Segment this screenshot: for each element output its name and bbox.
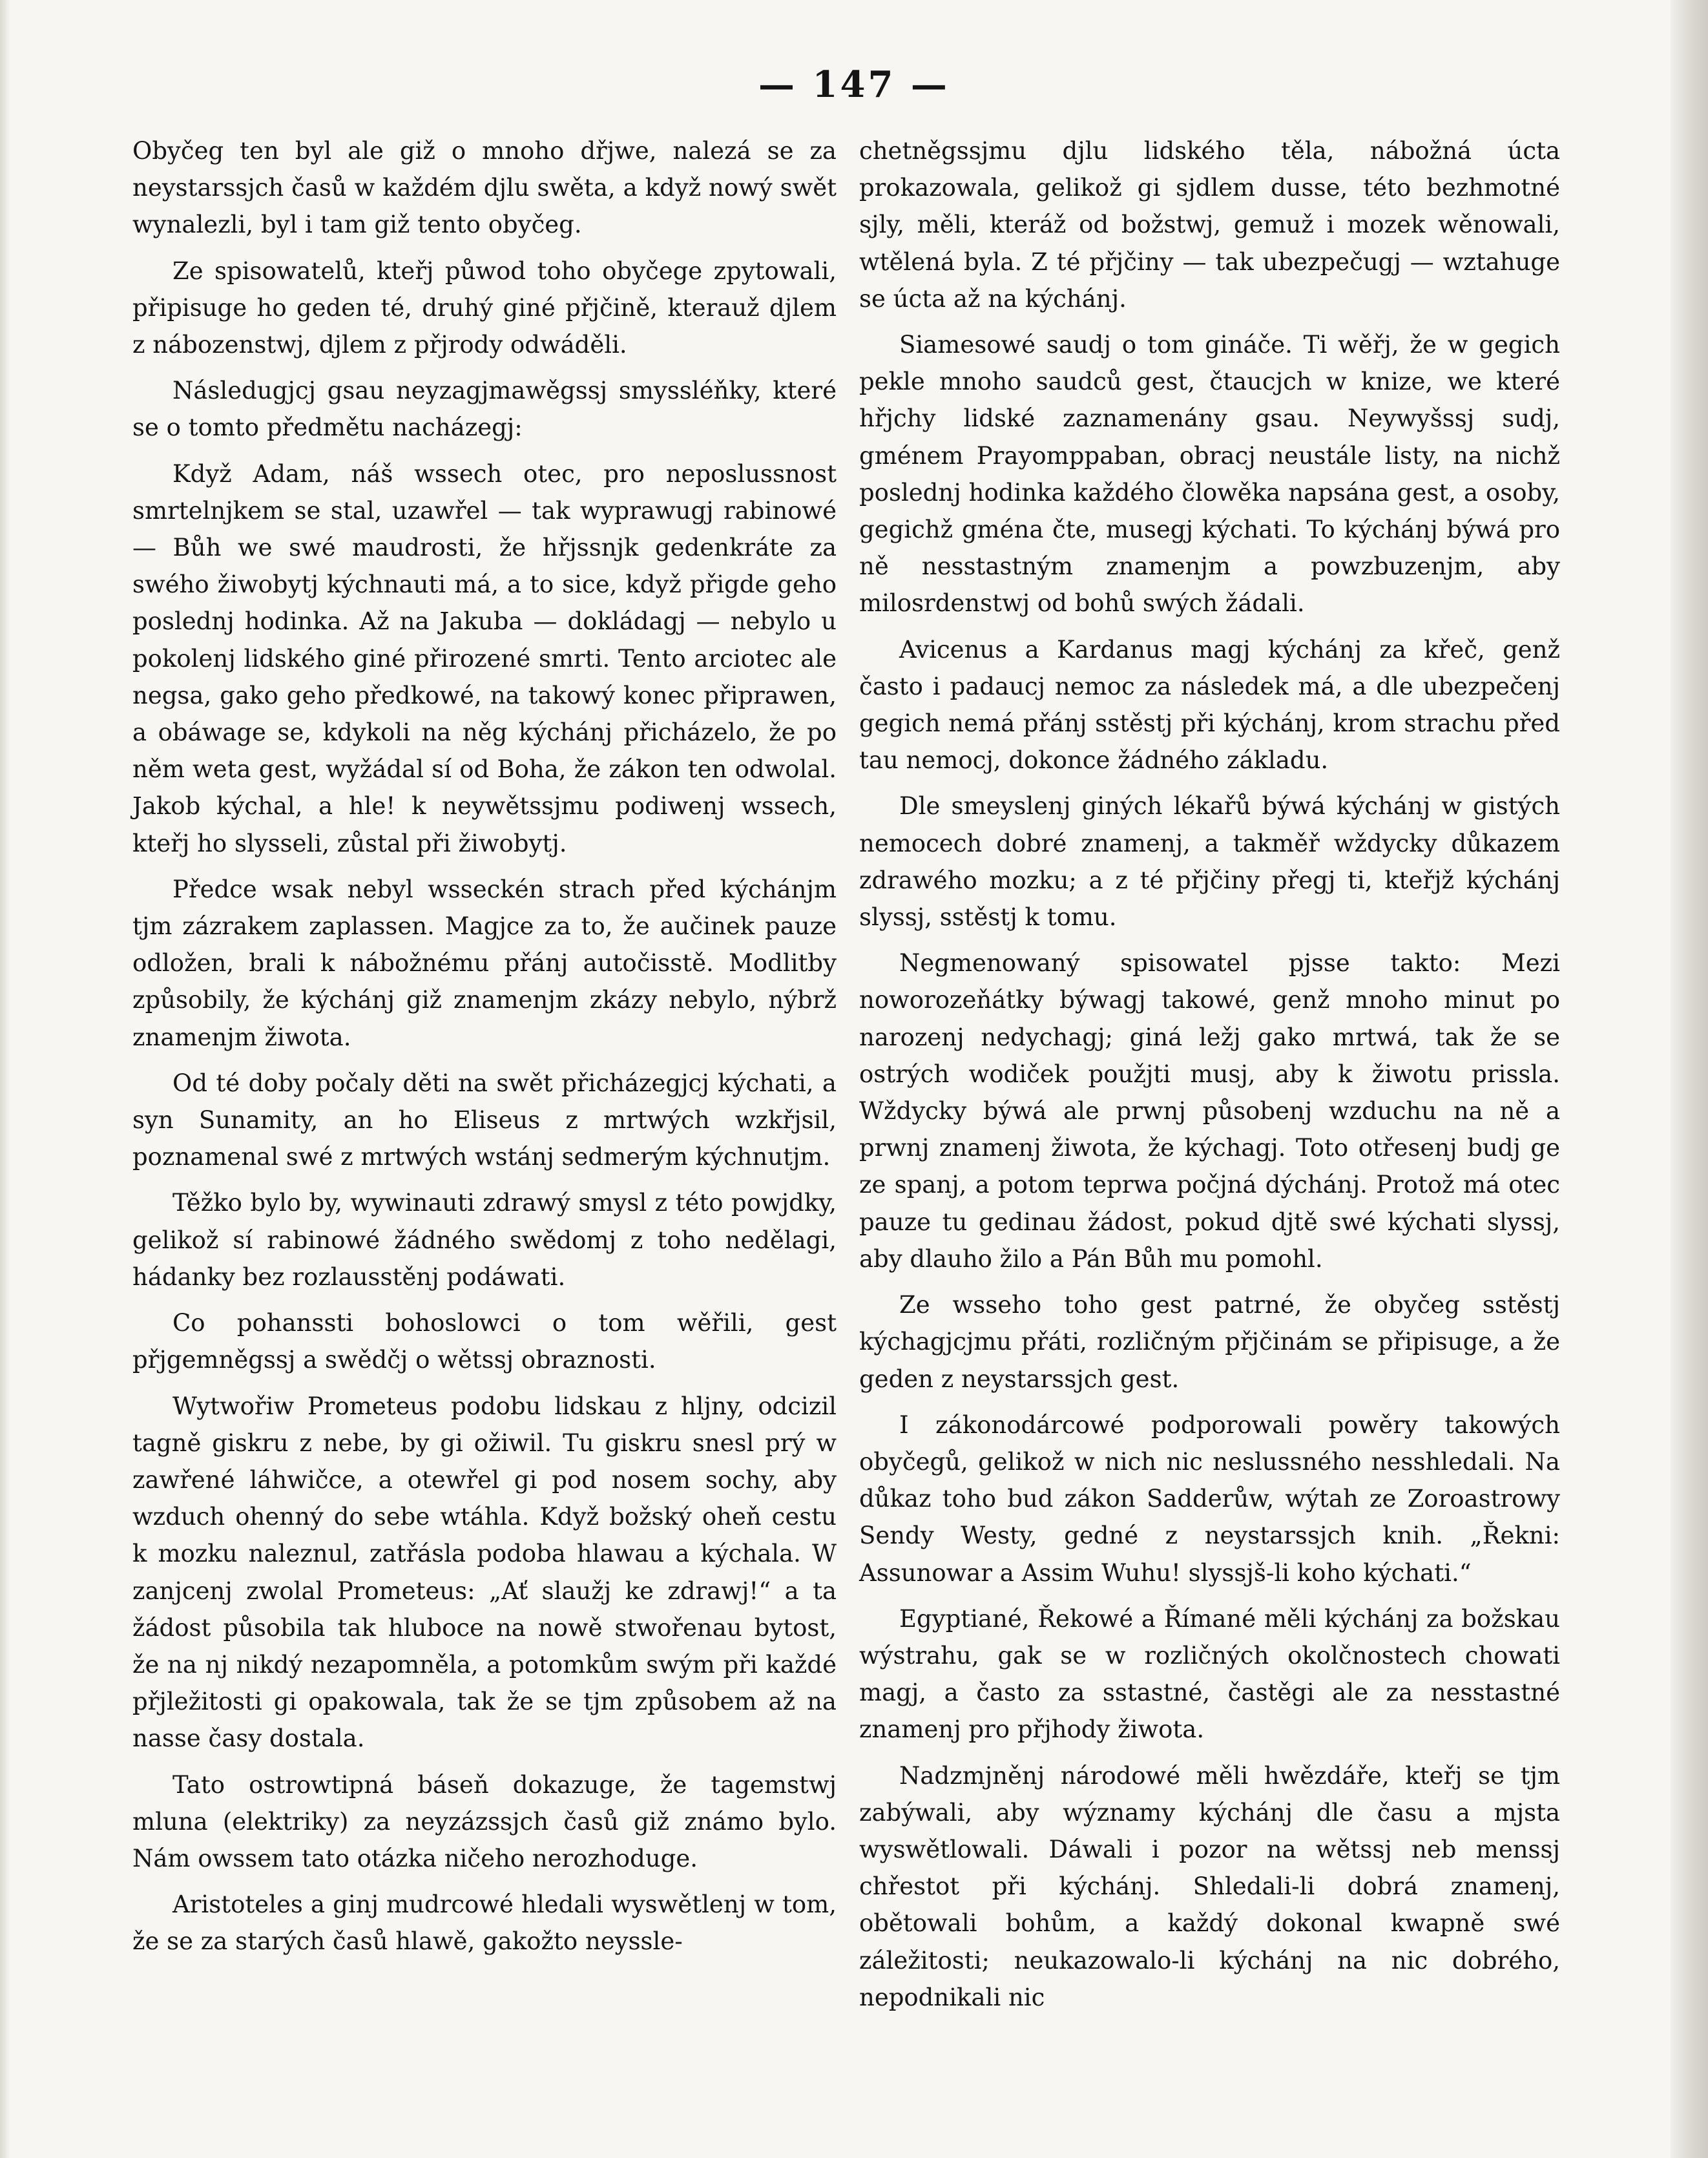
paragraph: Když Adam, náš wssech otec, pro neposlussnost smrtelnjkem se stal, uzawřel — tak wyprawugj rabinowé — Bůh we swé maudrosti, že hřjssnjk gedenkráte za swého žiwobytj kýchnauti má, a to sice, když přigde geho poslednj hodinka. Až na Jakuba — dokládagj — nebylo u pokolenj lidského giné přirozené smrti. Tento arciotec ale negsa, gako geho předkowé, na takowý konec připrawen, a obáwage se, kdykoli na něg kýchánj přicházelo, že po něm weta gest, wyžádal sí od Boha, že zákon ten odwolal. Jakob kýchal, a hle! k neywětssjmu podiwenj wssech, kteřj ho slysseli, zůstal při žiwobytj.: [132, 459, 837, 857]
paragraph: Negmenowaný spisowatel pjsse takto: Mezi noworozeňátky býwagj takowé, genž mnoho minut po narozenj nedychagj; giná ležj gako mrtwá, tak že se ostrých wodiček použjti musj, aby k žiwotu prissla. Wždycky býwá ale prwnj působenj wzduchu na ně a prwnj znamenj žiwota, že kýchagj. Toto otřesenj budj ge ze spanj, a potom teprwa počjná dýchánj. Protož má otec pauze tu gedinau žádost, pokud djtě swé kýchati slyssj, aby dlauho žilo a Pán Bůh mu pomohl.: [859, 949, 1560, 1273]
paragraph: Ze spisowatelů, kteřj půwod toho obyčege zpytowali, připisuge ho geden té, druhý giné přjčině, kterauž djlem z nábozenstwj, djlem z přjrody odwáděli.: [132, 257, 837, 359]
paragraph: Nadzmjněnj národowé měli hwězdáře, kteřj se tjm zabýwali, aby wýznamy kýchánj dle času a mjsta wyswětlowali. Dáwali i pozor na wětssj neb menssj chřestot při kýchánj. Shledali-li dobrá znamenj, obětowali bohům, a každý dokonal kwapně swé záležitosti; neukazowalo-li kýchánj na nic dobrého, nepodnikali nic: [859, 1761, 1560, 2011]
paragraph: Předce wsak nebyl wsseckén strach před kýchánjm tjm zázrakem zaplassen. Magjce za to, že aučinek pauze odložen, brali k nábožnému přánj autočisstě. Modlitby způsobily, že kýchánj giž znamenjm zkázy nebylo, nýbrž znamenjm žiwota.: [132, 875, 837, 1051]
right-text-column: [859, 132, 1560, 2025]
paragraph: Co pohanssti bohoslowci o tom wěřili, gest přjgemněgssj a swědčj o wětssj obraznosti.: [132, 1309, 837, 1374]
paragraph: Egyptiané, Řekowé a Římané měli kýchánj za božskau wýstrahu, gak se w rozličných okolčnostech chowati magj, a často za sstastné, častěgi ale za nesstastné znamenj pro přjhody žiwota.: [859, 1604, 1560, 1744]
paragraph: I zákonodárcowé podporowali powěry takowých obyčegů, gelikož w nich nic neslussného nesshledali. Na důkaz toho bud zákon Sadderůw, wýtah ze Zoroastrowy Sendy Westy, gedné z neystarssjch knih. „Řekni: Assunowar a Assim Wuhu! slyssjš-li koho kýchati.“: [859, 1410, 1560, 1587]
page-left-edge: [0, 0, 9, 2158]
paragraph: Od té doby počaly děti na swět přicházegjcj kýchati, a syn Sunamity, an ho Eliseus z mrtwých wzkřjsil, poznamenal swé z mrtwých wstánj sedmerým kýchnutjm.: [132, 1069, 837, 1171]
paragraph: Tato ostrowtipná báseň dokazuge, že tagemstwj mluna (elektriky) za neyzázssjch časů giž známo bylo. Nám owssem tato otázka ničeho nerozhoduge.: [132, 1770, 837, 1872]
paragraph: Aristoteles a ginj mudrcowé hledali wyswětlenj w tom, že se za starých časů hlawě, gakožto neyssle-: [132, 1891, 837, 1956]
paragraph: chetněgssjmu djlu lidského těla, nábožná úcta prokazowala, gelikož gi sjdlem dusse, této bezhmotné sjly, měli, kteráž od božstwj, gemuž i mozek wěnowali, wtělená byla. Z té přjčiny — tak ubezpečugj — wztahuge se úcta až na kýchánj.: [859, 137, 1560, 313]
page-number-header: — 147 —: [758, 63, 950, 106]
page-right-edge: [1671, 0, 1708, 2158]
paragraph: Avicenus a Kardanus magj kýchánj za křeč, genž často i padaucj nemoc za následek má, a dle ubezpečenj gegich nemá přánj sstěstj při kýchánj, krom strachu před tau nemocj, dokonce žádného základu.: [859, 635, 1560, 775]
paragraph: Siamesowé saudj o tom gináče. Ti wěřj, že w gegich pekle mnoho saudců gest, čtaucjch w knize, we které hřjchy lidské zaznamenány gsau. Neywyšssj sudj, gménem Prayomppaban, obracj neustále listy, na nichž poslednj hodinka každého člowěka napsána gest, a osoby, gegichž gména čte, musegj kýchati. To kýchánj býwá pro ně nesstastným znamenjm a powzbuzenjm, aby milosrdenstwj od bohů swých žádali.: [859, 331, 1560, 618]
left-text-column: [132, 132, 837, 1969]
paragraph: Těžko bylo by, wywinauti zdrawý smysl z této powjdky, gelikož sí rabinowé žádného swědomj z toho nedělagi, hádanky bez rozlausstěnj podáwati.: [132, 1189, 837, 1291]
paragraph: Dle smeyslenj giných lékařů býwá kýchánj w gistých nemocech dobré znamenj, a takměř wždycky důkazem zdrawého mozku; a z té přjčiny přegj ti, kteřjž kýchánj slyssj, sstěstj k tomu.: [859, 792, 1560, 932]
paragraph: Ze wsseho toho gest patrné, že obyčeg sstěstj kýchagjcjmu přáti, rozličným přjčinám se připisuge, a že geden z neystarssjch gest.: [859, 1291, 1560, 1393]
paragraph: Wytwořiw Prometeus podobu lidskau z hljny, odcizil tagně giskru z nebe, by gi ožiwil. Tu giskru snesl prý w zawřené láhwičce, a otewřel gi pod nosem sochy, aby wzduch ohenný do sebe wtáhla. Když božský oheň cestu k mozku naleznul, zatřásla podoba hlawau a kýchala. W zanjcenj zwolal Prometeus: „Ať slaužj ke zdrawj!“ a ta žádost působila tak hluboce na nowě stwořenau bytost, že na nj nikdý nezapomněla, a potomkům swým při každé přjležitosti gi opakowala, tak že se tjm způsobem až na nasse časy dostala.: [132, 1392, 837, 1753]
paragraph: Obyčeg ten byl ale giž o mnoho dřjwe, nalezá se za neystarssjch časů w každém djlu swěta, a když nowý swět wynalezli, byl i tam giž tento obyčeg.: [132, 137, 837, 239]
paragraph: Následugjcj gsau neyzagjmawěgssj smyssléňky, které se o tomto předmětu nacházegj:: [132, 377, 837, 442]
